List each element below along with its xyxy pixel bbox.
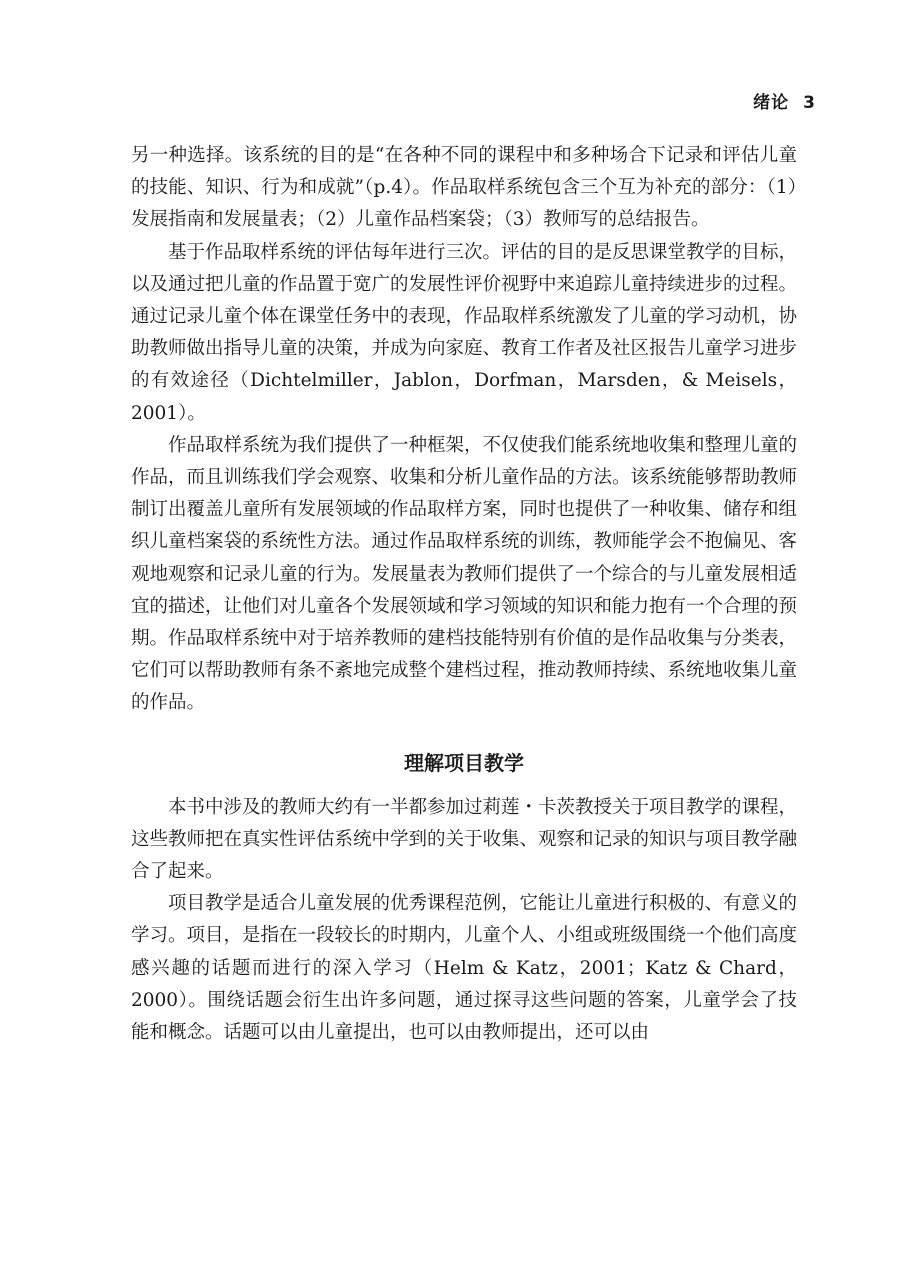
paragraph: 作品取样系统为我们提供了一种框架，不仅使我们能系统地收集和整理儿童的作品，而且训练我们学会观察、收集和分析儿童作品的方法。该系统能够帮助教师制订出覆盖儿童所有发展领域的作品取样方案，同时也提供了一种收集、储存和组织儿童档案袋的系统性方法。通过作品取样系统的训练，教师能学会不抱偏见、客观地观察和记录儿童的行为。发展量表为教师们提供了一个综合的与儿童发展相适宜的描述，让他们对儿童各个发展领域和学习领域的知识和能力抱有一个合理的预期。作品取样系统中对于培养教师的建档技能特别有价值的是作品收集与分类表，它们可以帮助教师有条不紊地完成整个建档过程，推动教师持续、系统地收集儿童的作品。 [131, 434, 798, 714]
body-text [131, 140, 797, 1049]
section-heading: 理解项目教学 [404, 750, 524, 775]
running-header [753, 88, 816, 113]
paragraph: 另一种选择。该系统的目的是“在各种不同的课程中和多种场合下记录和评估儿童的技能、知识、行为和成就”（p.4）。作品取样系统包含三个互为补充的部分：（1）发展指南和发展量表；（2）儿童作品档案袋；（3）教师写的总结报告。 [131, 145, 797, 231]
paragraph: 项目教学是适合儿童发展的优秀课程范例，它能让儿童进行积极的、有意义的学习。项目，是指在一段较长的时期内，儿童个人、小组或班级围绕一个他们高度感兴趣的话题而进行的深入学习（Helm & Katz，2001；Katz & Chard，2000）。围绕话题会衍生出许多问题，通过探寻这些问题的答案，儿童学会了技能和概念。话题可以由儿童提出，也可以由教师提出，还可以由 [131, 893, 798, 1044]
chapter-title: 绪论 [753, 93, 790, 113]
paragraph: 本书中涉及的教师大约有一半都参加过莉莲・卡茨教授关于项目教学的课程，这些教师把在真实性评估系统中学到的关于收集、观察和记录的知识与项目教学融合了起来。 [131, 796, 798, 883]
page-number: 3 [803, 93, 816, 113]
paragraph: 基于作品取样系统的评估每年进行三次。评估的目的是反思课堂教学的目标，以及通过把儿童的作品置于宽广的发展性评价视野中来追踪儿童持续进步的过程。通过记录儿童个体在课堂任务中的表现，作品取样系统激发了儿童的学习动机，协助教师做出指导儿童的决策，并成为向家庭、教育工作者及社区报告儿童学习进步的有效途径（Dichtelmiller，Jablon，Dorfman，Marsden，& Meisels，2001）。 [131, 241, 798, 424]
